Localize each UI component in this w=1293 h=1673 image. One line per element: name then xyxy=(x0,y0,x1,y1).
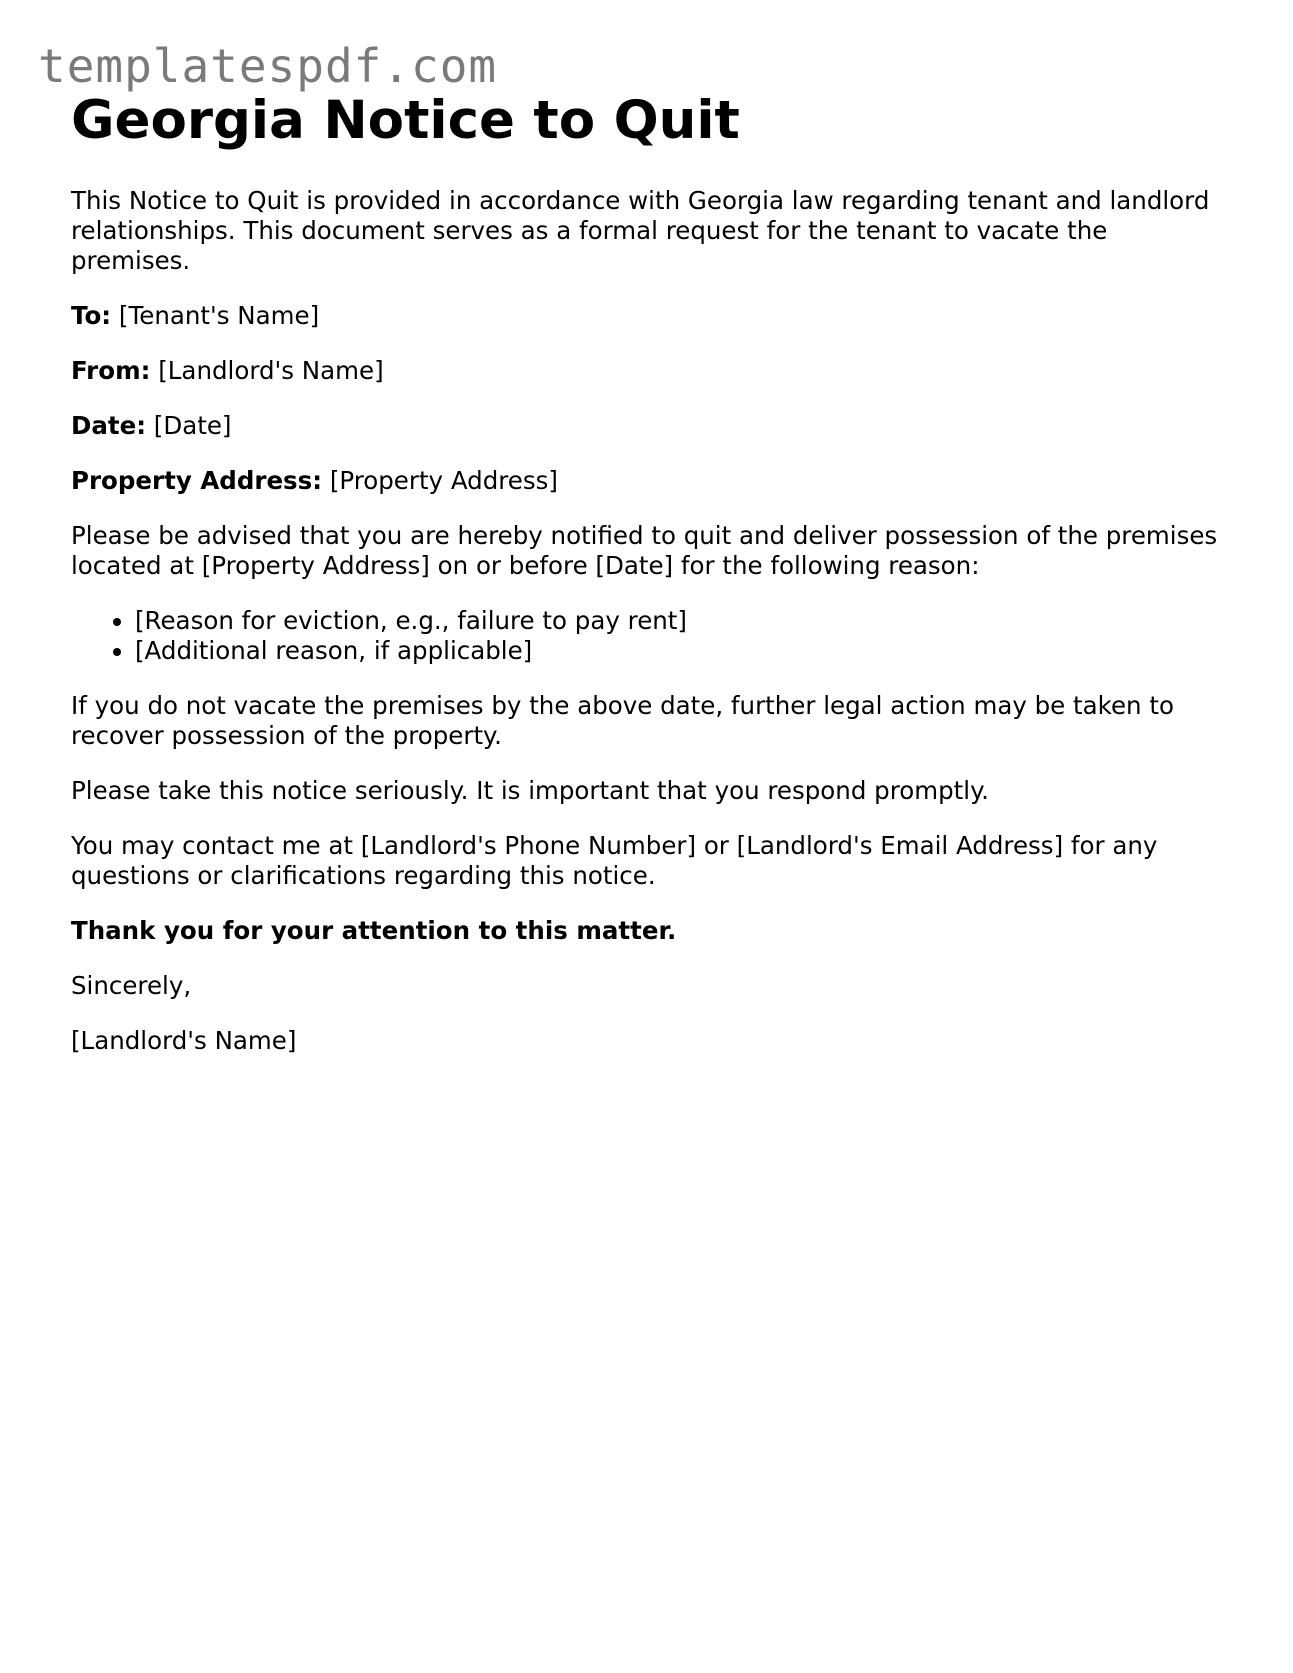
document-body xyxy=(71,86,1231,1056)
date-value: [Date] xyxy=(153,411,232,440)
reasons-list xyxy=(71,606,1231,666)
list-item: • [Additional reason, if applicable] xyxy=(135,636,1231,666)
to-value: [Tenant's Name] xyxy=(118,301,320,330)
property-address-value: [Property Address] xyxy=(329,466,558,495)
notice-paragraph: Please be advised that you are hereby notified to quit and deliver possession of the premises located at [Property Address] on or before [Date] for the following reason: xyxy=(71,521,1218,580)
date-label: Date: xyxy=(71,411,146,440)
from-field xyxy=(71,356,1231,386)
property-address-field xyxy=(71,466,1231,496)
closing-line: Sincerely, xyxy=(71,971,192,1000)
intro-paragraph: This Notice to Quit is provided in accordance with Georgia law regarding tenant and landlord relationships. This document serves as a formal request for the tenant to vacate the premises. xyxy=(71,186,1210,275)
signature-line: [Landlord's Name] xyxy=(71,1026,297,1055)
to-label: To: xyxy=(71,301,112,330)
to-field xyxy=(71,301,1231,331)
thanks-line: Thank you for your attention to this matter. xyxy=(71,916,677,945)
consequence-paragraph: If you do not vacate the premises by the above date, further legal action may be taken to recover possession of the property. xyxy=(71,691,1174,750)
date-field xyxy=(71,411,1231,441)
watermark: templatespdf.com xyxy=(38,39,498,93)
list-item: • [Reason for eviction, e.g., failure to pay rent] xyxy=(135,606,1231,636)
page-title: Georgia Notice to Quit xyxy=(71,90,740,151)
property-address-label: Property Address: xyxy=(71,466,323,495)
from-label: From: xyxy=(71,356,151,385)
serious-paragraph: Please take this notice seriously. It is important that you respond promptly. xyxy=(71,776,989,805)
from-value: [Landlord's Name] xyxy=(158,356,384,385)
contact-paragraph: You may contact me at [Landlord's Phone Number] or [Landlord's Email Address] for any questions or clarifications regarding this notice. xyxy=(71,831,1158,890)
